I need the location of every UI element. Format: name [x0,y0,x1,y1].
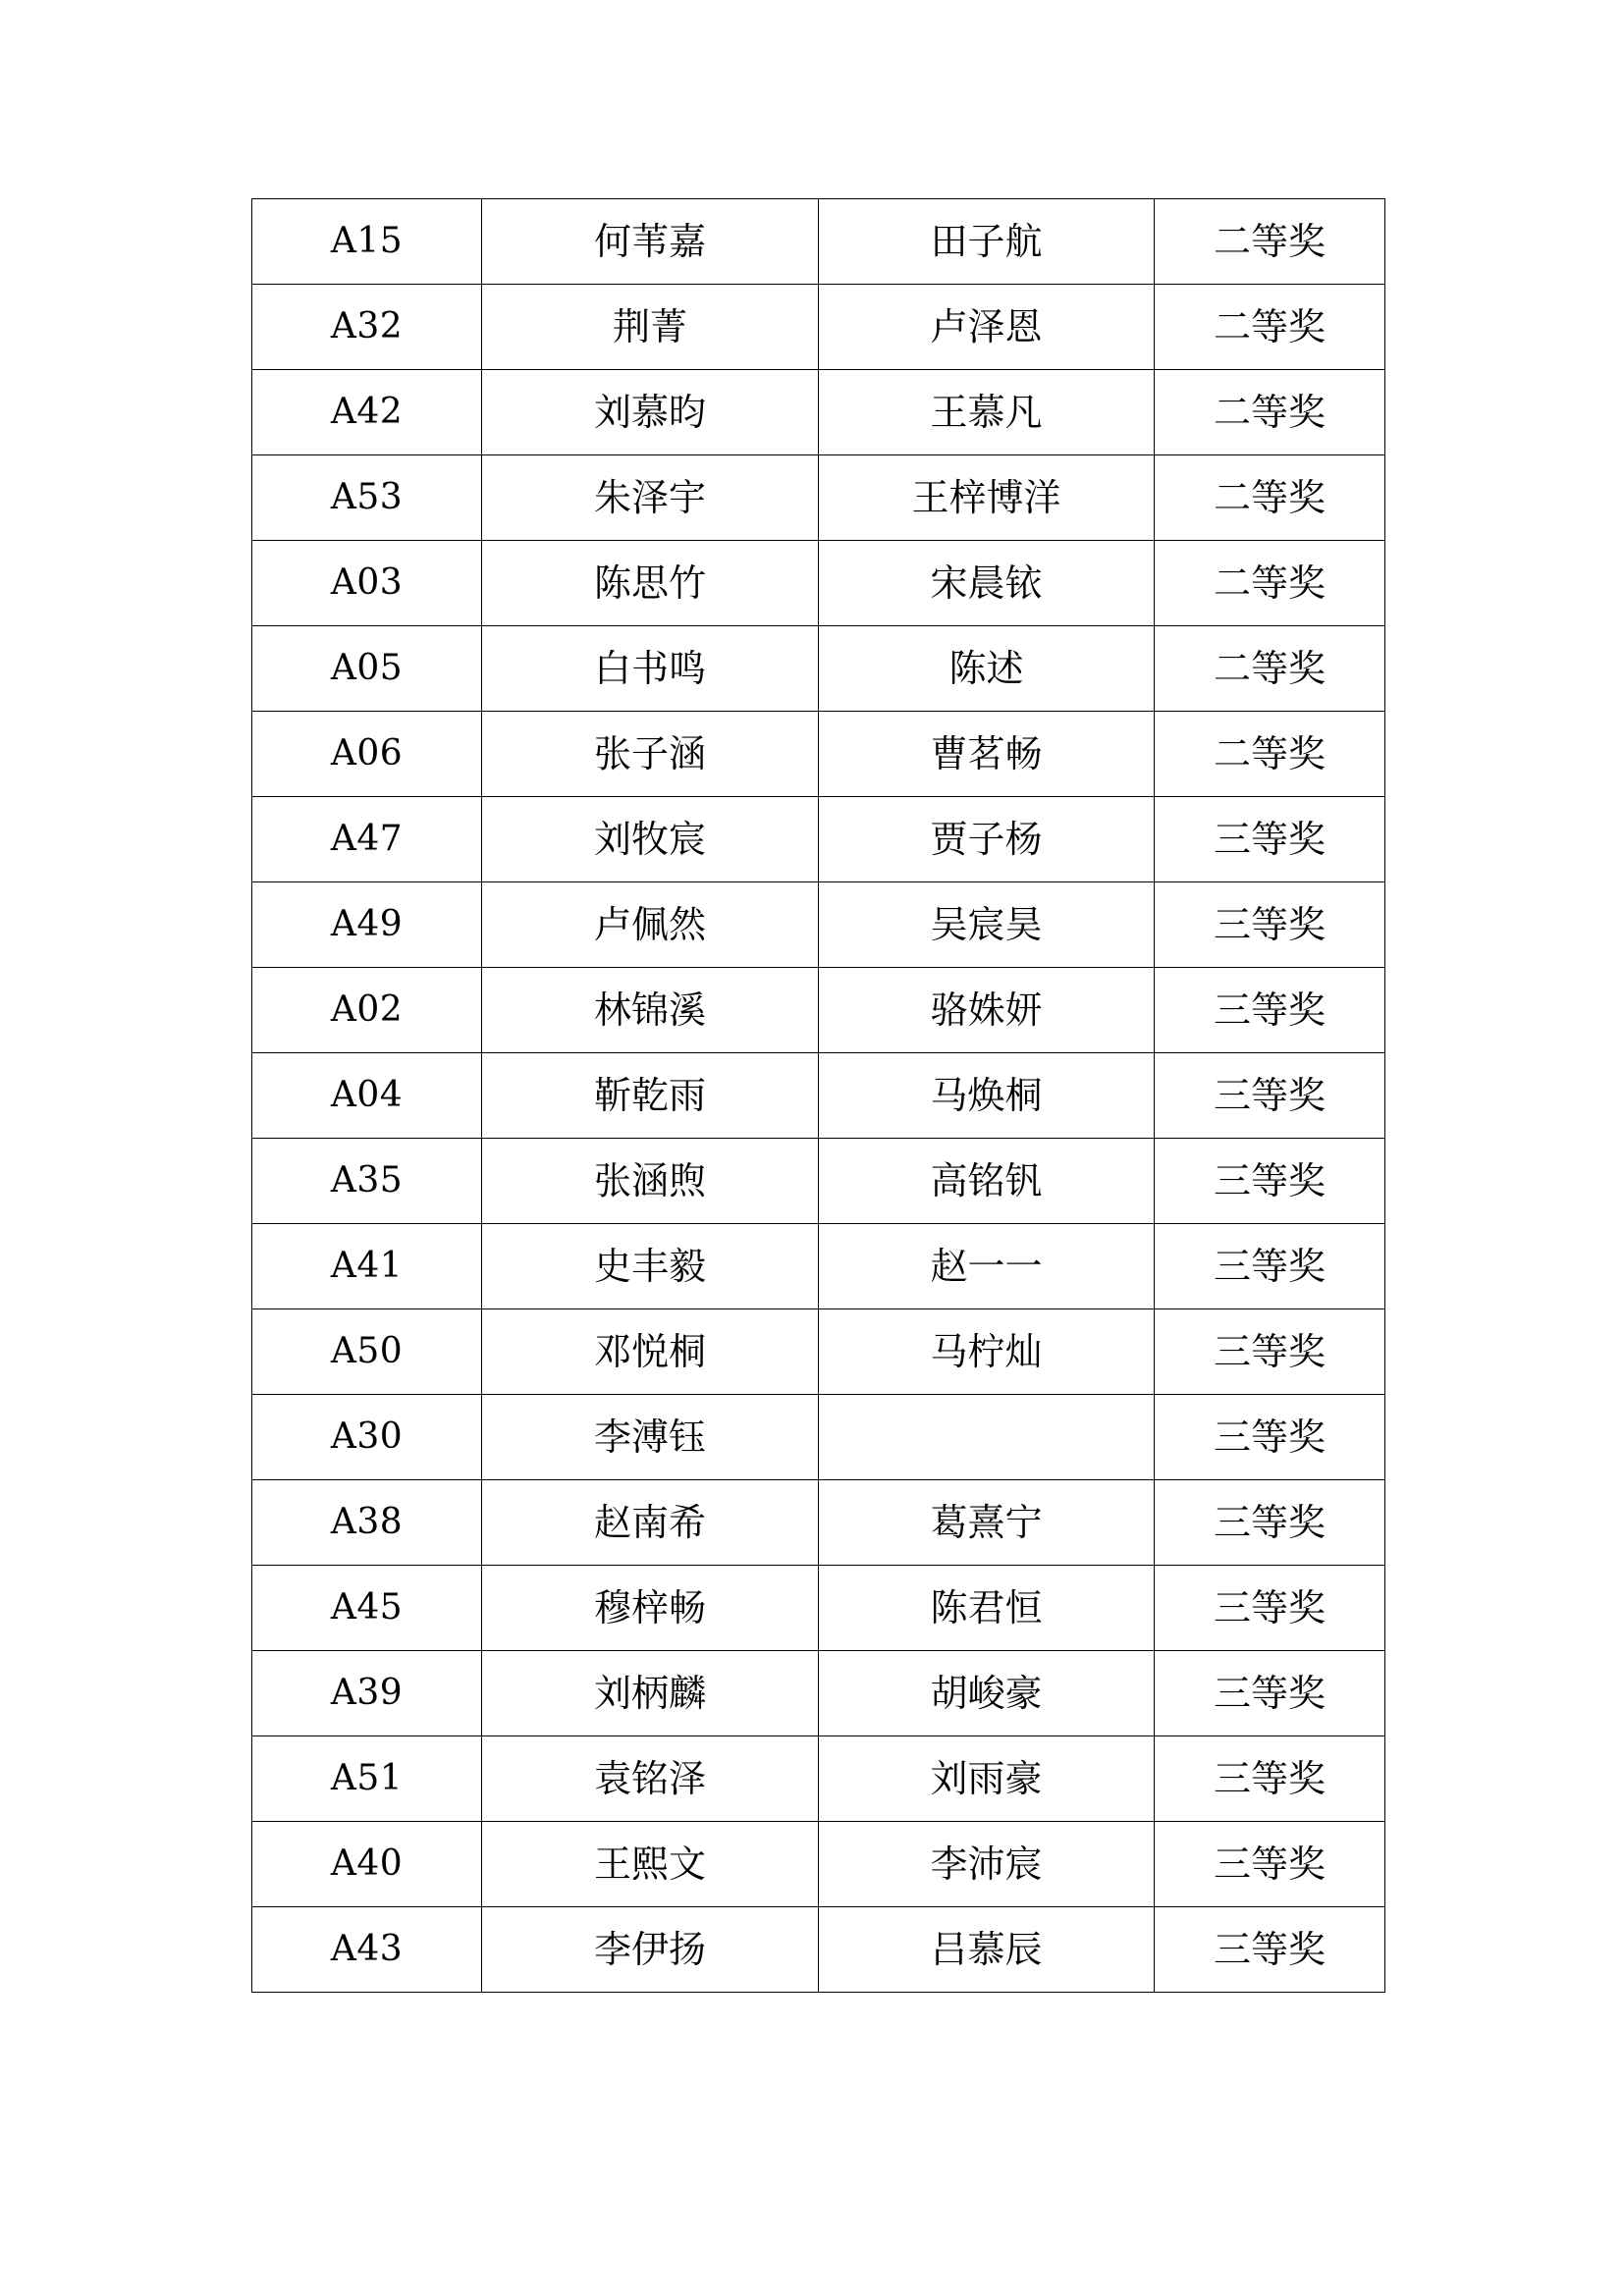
member-1-cell: 张涵煦 [482,1139,819,1224]
member-1-cell: 刘柄麟 [482,1651,819,1736]
table-row [252,968,1385,1053]
table-row [252,1566,1385,1651]
member-2-cell: 曹茗畅 [819,712,1155,797]
award-level-cell: 三等奖 [1155,882,1385,968]
award-level-cell: 三等奖 [1155,1736,1385,1822]
table-row [252,199,1385,285]
award-level-cell: 二等奖 [1155,199,1385,285]
table-row [252,541,1385,626]
member-1-cell: 穆梓畅 [482,1566,819,1651]
table-row [252,1053,1385,1139]
team-code-cell: A41 [252,1224,482,1309]
member-1-cell: 李溥钰 [482,1395,819,1480]
award-level-cell: 二等奖 [1155,285,1385,370]
table-row [252,1480,1385,1566]
table-row [252,1309,1385,1395]
member-2-cell: 王慕凡 [819,370,1155,455]
team-code-cell: A04 [252,1053,482,1139]
member-1-cell: 白书鸣 [482,626,819,712]
team-code-cell: A32 [252,285,482,370]
table-row [252,1224,1385,1309]
team-code-cell: A35 [252,1139,482,1224]
award-level-cell: 三等奖 [1155,1566,1385,1651]
member-2-cell [819,1395,1155,1480]
member-2-cell: 陈君恒 [819,1566,1155,1651]
team-code-cell: A38 [252,1480,482,1566]
member-2-cell: 卢泽恩 [819,285,1155,370]
team-code-cell: A05 [252,626,482,712]
member-1-cell: 陈思竹 [482,541,819,626]
team-code-cell: A06 [252,712,482,797]
table-row [252,797,1385,882]
table-row [252,285,1385,370]
award-level-cell: 三等奖 [1155,1224,1385,1309]
team-code-cell: A39 [252,1651,482,1736]
award-level-cell: 三等奖 [1155,1309,1385,1395]
team-code-cell: A45 [252,1566,482,1651]
award-level-cell: 三等奖 [1155,1480,1385,1566]
member-1-cell: 邓悦桐 [482,1309,819,1395]
member-2-cell: 田子航 [819,199,1155,285]
member-2-cell: 胡峻豪 [819,1651,1155,1736]
team-code-cell: A49 [252,882,482,968]
table-row [252,1736,1385,1822]
member-1-cell: 刘慕昀 [482,370,819,455]
table-row [252,882,1385,968]
team-code-cell: A02 [252,968,482,1053]
team-code-cell: A50 [252,1309,482,1395]
member-2-cell: 赵一一 [819,1224,1155,1309]
award-level-cell: 三等奖 [1155,1822,1385,1907]
member-2-cell: 宋晨铱 [819,541,1155,626]
member-1-cell: 王熙文 [482,1822,819,1907]
member-2-cell: 高铭钒 [819,1139,1155,1224]
member-2-cell: 马柠灿 [819,1309,1155,1395]
award-level-cell: 二等奖 [1155,712,1385,797]
team-code-cell: A15 [252,199,482,285]
award-level-cell: 三等奖 [1155,797,1385,882]
award-level-cell: 二等奖 [1155,455,1385,541]
member-2-cell: 骆姝妍 [819,968,1155,1053]
award-level-cell: 二等奖 [1155,370,1385,455]
member-1-cell: 何苇嘉 [482,199,819,285]
team-code-cell: A42 [252,370,482,455]
table-row [252,1395,1385,1480]
award-level-cell: 三等奖 [1155,968,1385,1053]
member-1-cell: 史丰毅 [482,1224,819,1309]
table-row [252,1907,1385,1993]
member-2-cell: 吴宸昊 [819,882,1155,968]
award-table-body [252,199,1385,1993]
table-row [252,455,1385,541]
award-level-cell: 三等奖 [1155,1651,1385,1736]
member-2-cell: 葛熹宁 [819,1480,1155,1566]
team-code-cell: A43 [252,1907,482,1993]
member-1-cell: 刘牧宸 [482,797,819,882]
member-1-cell: 张子涵 [482,712,819,797]
team-code-cell: A03 [252,541,482,626]
member-1-cell: 李伊扬 [482,1907,819,1993]
table-row [252,712,1385,797]
table-row [252,626,1385,712]
member-2-cell: 陈述 [819,626,1155,712]
member-2-cell: 马焕桐 [819,1053,1155,1139]
award-level-cell: 二等奖 [1155,541,1385,626]
member-2-cell: 吕慕辰 [819,1907,1155,1993]
table-row [252,1139,1385,1224]
table-row [252,1651,1385,1736]
award-level-cell: 三等奖 [1155,1053,1385,1139]
team-code-cell: A51 [252,1736,482,1822]
member-1-cell: 赵南希 [482,1480,819,1566]
award-level-cell: 三等奖 [1155,1139,1385,1224]
member-1-cell: 林锦溪 [482,968,819,1053]
member-2-cell: 李沛宸 [819,1822,1155,1907]
member-2-cell: 贾子杨 [819,797,1155,882]
table-row [252,370,1385,455]
team-code-cell: A47 [252,797,482,882]
table-row [252,1822,1385,1907]
award-level-cell: 二等奖 [1155,626,1385,712]
member-1-cell: 靳乾雨 [482,1053,819,1139]
member-1-cell: 朱泽宇 [482,455,819,541]
member-2-cell: 王梓博洋 [819,455,1155,541]
member-2-cell: 刘雨豪 [819,1736,1155,1822]
member-1-cell: 卢佩然 [482,882,819,968]
team-code-cell: A53 [252,455,482,541]
award-level-cell: 三等奖 [1155,1907,1385,1993]
award-level-cell: 三等奖 [1155,1395,1385,1480]
member-1-cell: 荆菁 [482,285,819,370]
award-table [251,198,1385,1993]
member-1-cell: 袁铭泽 [482,1736,819,1822]
team-code-cell: A40 [252,1822,482,1907]
team-code-cell: A30 [252,1395,482,1480]
